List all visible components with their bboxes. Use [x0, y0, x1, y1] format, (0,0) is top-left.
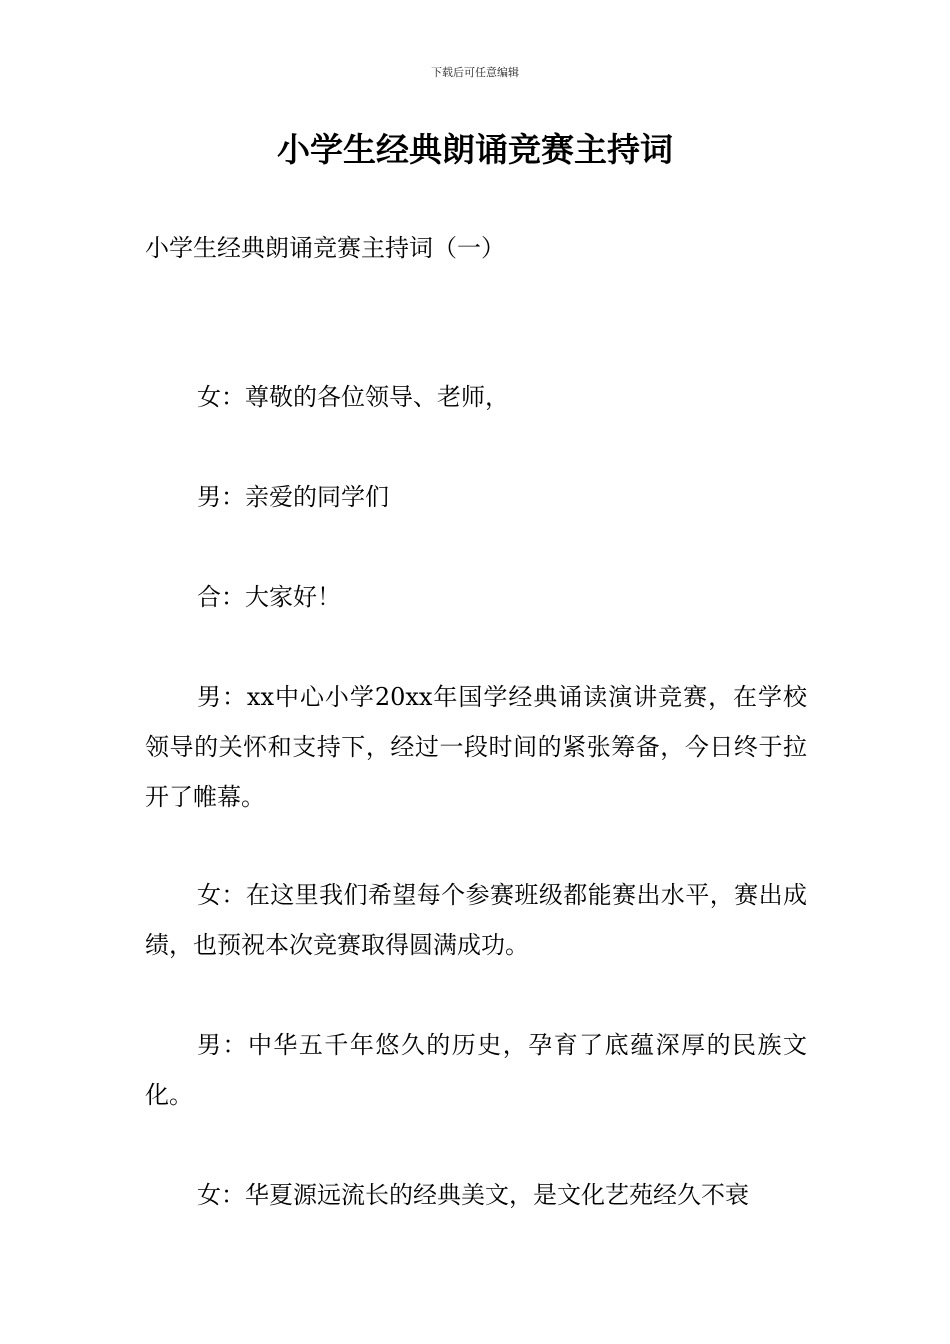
paragraph-female-classics: 女：华夏源远流长的经典美文，是文化艺苑经久不衰 — [197, 1181, 749, 1209]
paragraph-male-greeting: 男：亲爱的同学们 — [197, 483, 389, 511]
paragraph-male-history: 男：中华五千年悠久的历史，孕育了底蕴深厚的民族文化。 — [145, 1031, 807, 1109]
page-header-note: 下载后可任意编辑 — [431, 66, 519, 79]
paragraph-together-greeting: 合：大家好！ — [197, 583, 341, 611]
paragraph-female-wishes: 女：在这里我们希望每个参赛班级都能赛出水平，赛出成绩，也预祝本次竞赛取得圆满成功。 — [145, 881, 807, 959]
document-title: 小学生经典朗诵竞赛主持词 — [277, 130, 673, 169]
paragraph-female-greeting: 女：尊敬的各位领导、老师， — [197, 383, 509, 411]
section-subtitle: 小学生经典朗诵竞赛主持词（一） — [145, 234, 505, 262]
paragraph-male-opening: 男：xx中心小学20xx年国学经典诵读演讲竞赛，在学校领导的关怀和支持下，经过一段时间的紧张筹备，今日终于拉开了帷幕。 — [145, 683, 807, 811]
